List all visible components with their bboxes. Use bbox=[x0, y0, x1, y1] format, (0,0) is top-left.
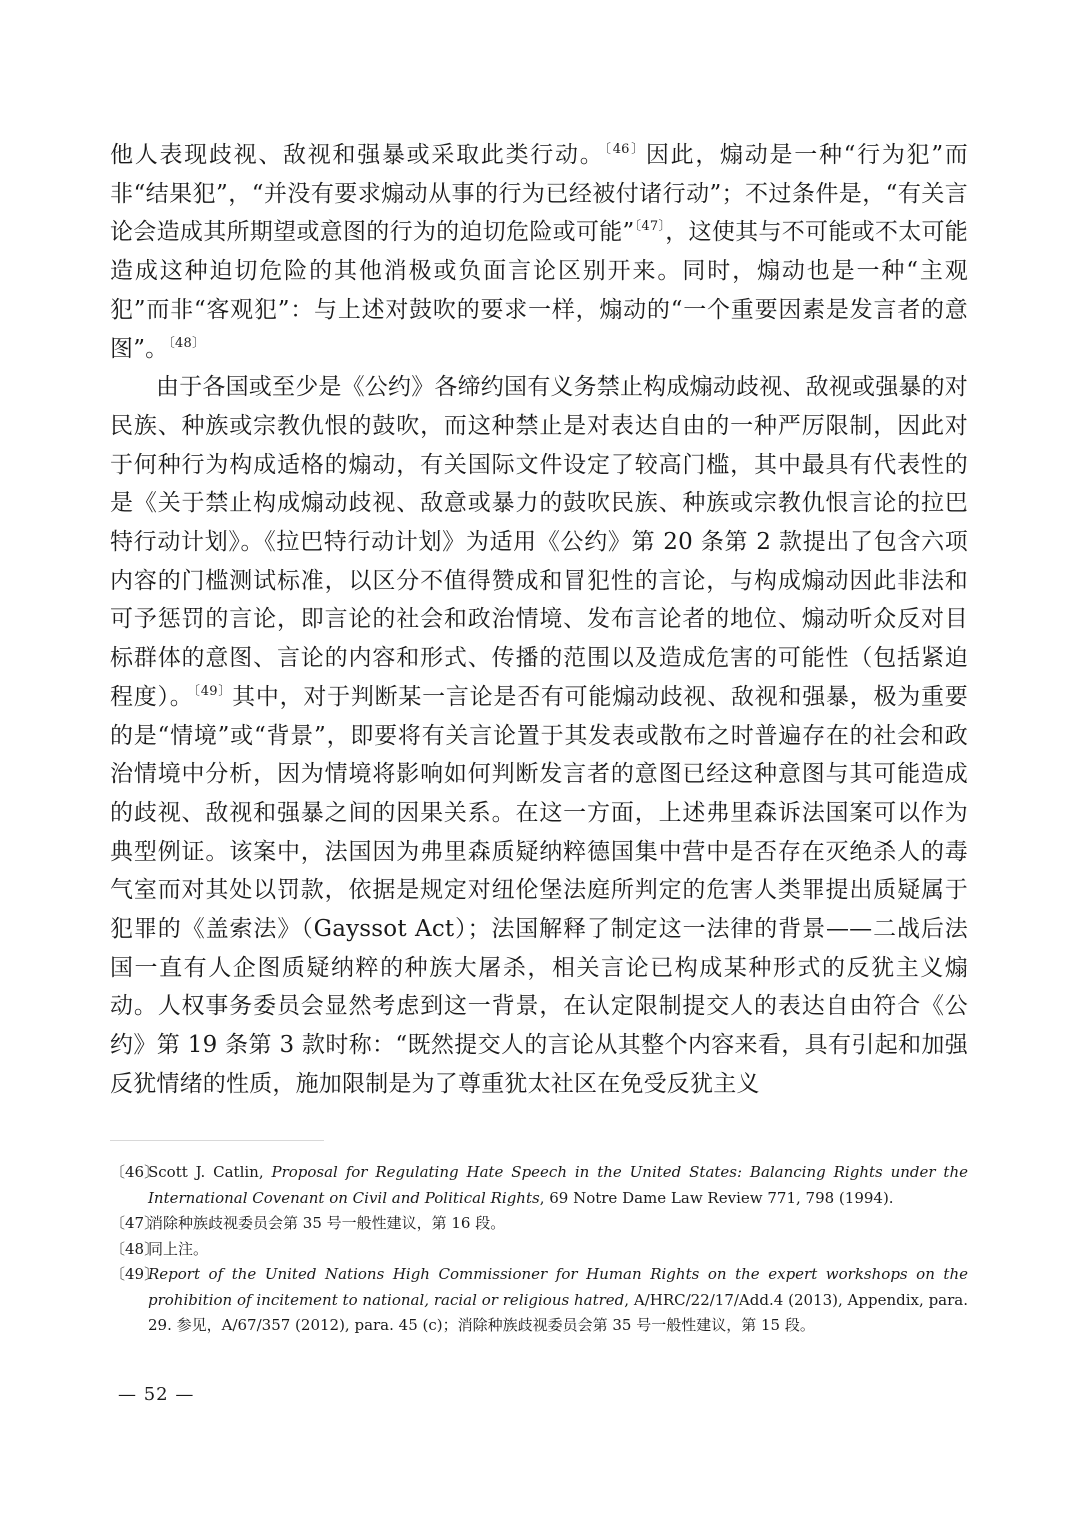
footnote-ref-48[interactable]: 〔48〕 bbox=[168, 335, 206, 351]
footnote-48 bbox=[110, 1237, 968, 1263]
footnote-number: 〔46〕 bbox=[110, 1163, 160, 1181]
footnote-49 bbox=[110, 1262, 968, 1339]
footnote-title: Report of the United Nations High Commissioner for Human Rights on the expert workshops on the prohibition of incitement to national, racial or religious hatred bbox=[148, 1265, 968, 1309]
page-number: — 52 — bbox=[118, 1384, 195, 1405]
paragraph-text: 因此，煽动是一种“行为犯”而非“结果犯”，“并没有要求煽动从事的行为已经被付诸行动”；不过条件是，“有关言论会造成其所期望或意图的行为的迫切危险或可能” bbox=[110, 142, 969, 246]
paragraph-1 bbox=[110, 136, 968, 368]
footnote-number: 〔49〕 bbox=[110, 1265, 160, 1283]
footnote-citation: , A/HRC/22/17/Add.4 (2013), Appendix, para. 29. 参见，A/67/357 (2012), para. 45 (c)；消除种族歧视委员会第 35 号一般性建议，第 15 段。 bbox=[148, 1290, 968, 1334]
footnote-text: 同上注。 bbox=[148, 1239, 209, 1258]
paragraph-2 bbox=[110, 368, 968, 1103]
footnote-number: 〔48〕 bbox=[110, 1239, 160, 1258]
footnote-ref-47[interactable]: 〔47〕 bbox=[634, 219, 666, 235]
footnote-ref-49[interactable]: 〔49〕 bbox=[193, 683, 233, 699]
footnote-text: 消除种族歧视委员会第 35 号一般性建议，第 16 段。 bbox=[148, 1214, 506, 1232]
footnote-number: 〔47〕 bbox=[110, 1214, 160, 1232]
paragraph-text: 由于各国或至少是《公约》各缔约国有义务禁止构成煽动歧视、敌视或强暴的对民族、种族或宗教仇恨的鼓吹，而这种禁止是对表达自由的一种严厉限制，因此对于何种行为构成适格的煽动，有关国际文件设定了较高门槛，其中最具有代表性的是《关于禁止构成煽动歧视、敌意或暴力的鼓吹民族、种族或宗教仇恨言论的拉巴特行动计划》。《拉巴特行动计划》为适用《公约》第 20 条第 2 款提出了包含六项内容的门槛测试标准，以区分不值得赞成和冒犯性的言论，与构成煽动因此非法和可予惩罚的言论，即言论的社会和政治情境、发布言论者的地位、煽动听众反对目标群体的意图、言论的内容和形式、传播的范围以及造成危害的可能性（包括紧迫程度）。 bbox=[110, 374, 968, 710]
footnote-title: Proposal for Regulating Hate Speech in the United States: Balancing Rights under the International Covenant on Civil and Political Rights bbox=[148, 1163, 968, 1207]
footnotes bbox=[110, 1160, 968, 1339]
main-text bbox=[110, 136, 968, 1104]
footnote-47 bbox=[110, 1211, 968, 1237]
footnote-citation: , 69 Notre Dame Law Review 771, 798 (1994). bbox=[539, 1188, 894, 1207]
footnote-author: Scott J. Catlin, bbox=[148, 1163, 272, 1181]
footnote-46 bbox=[110, 1160, 968, 1211]
paragraph-text: 其中，对于判断某一言论是否有可能煽动歧视、敌视和强暴，极为重要的是“情境”或“背景”，即要将有关言论置于其发表或散布之时普遍存在的社会和政治情境中分析，因为情境将影响如何判断发言者的意图已经这种意图与其可能造成的歧视、敌视和强暴之间的因果关系。在这一方面，上述弗里森诉法国案可以作为典型例证。该案中，法国因为弗里森质疑纳粹德国集中营中是否存在灭绝杀人的毒气室而对其处以罚款，依据是规定对纽伦堡法庭所判定的危害人类罪提出质疑属于犯罪的《盖索法》（Gayssot Act）；法国解释了制定这一法律的背景——二战后法国一直有人企图质疑纳粹的种族大屠杀，相关言论已构成某种形式的反犹主义煽动。人权事务委员会显然考虑到这一背景，在认定限制提交人的表达自由符合《公约》第 19 条第 3 款时称：“既然提交人的言论从其整个内容来看，具有引起和加强反犹情绪的性质，施加限制是为了尊重犹太社区在免受反犹主义 bbox=[110, 683, 968, 1097]
paragraph-text: ，这使其与不可能或不太可能造成这种迫切危险的其他消极或负面言论区别开来。同时，煽动也是一种“主观犯”而非“客观犯”：与上述对鼓吹的要求一样，煽动的“一个重要因素是发言者的意图”。 bbox=[110, 219, 968, 362]
footnote-divider bbox=[110, 1140, 324, 1141]
footnote-ref-46[interactable]: 〔46〕 bbox=[604, 142, 646, 157]
paragraph-text: 他人表现歧视、敌视和强暴或采取此类行动。 bbox=[110, 142, 605, 168]
